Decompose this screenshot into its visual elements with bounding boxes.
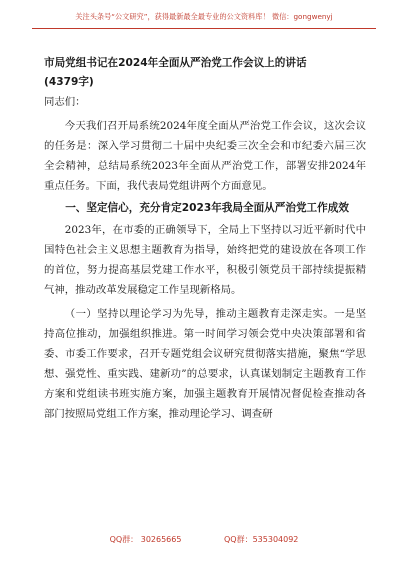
body-paragraph: 今天我们召开局系统2024年度全面从严治党工作会议，这次会议的任务是：深入学习贯彻二十届中央纪委三次全会和市纪委六届三次全会精神，总结局系统2023年全面从严治党工作，部署安排2024年重点任务。下面，我代表局党组讲两个方面意见。 (44, 120, 366, 192)
footer (0, 534, 408, 545)
document-title: 市局党组书记在2024年全面从严治党工作会议上的讲话 (44, 57, 307, 69)
footer-qq-group-1: QQ群： 30265665 (109, 535, 182, 544)
footer-qq-group-2: QQ群：535304092 (224, 535, 299, 544)
header-banner: 关注头条号“公文研究”，获得最新最全最专业的公文资料库！ 微信：gongwenyj (75, 12, 333, 21)
section-heading: 一、坚定信心，充分肯定2023年我局全面从严治党工作成效 (65, 202, 349, 214)
salutation: 同志们： (44, 96, 86, 108)
subsection-paragraph: （一）坚持以理论学习为先导，推动主题教育走深走实。一是坚持高位推动，加强组织推进。第一时间学习领会党中央决策部署和省委、市委工作要求，召开专题党组会议研究贯彻落实措施，聚焦“学思想、强党性、重实践、建新功”的总要求，认真谋划制定主题教育工作方案和党组读书班实施方案，加强主题教育开展情况督促检查推动各部门按照局党组工作方案，推动理论学习、调查研 (44, 308, 366, 420)
section-paragraph: 2023年，在市委的正确领导下，全局上下坚持以习近平新时代中国特色社会主义思想主题教育为指导，始终把党的建设放在各项工作的首位，努力提高基层党建工作水平，积极引领党员干部持续提振精气神，推动改革发展稳定工作呈现新格局。 (44, 224, 366, 296)
word-count: (4379字) (44, 76, 94, 88)
document-page (44, 40, 366, 424)
header-divider (32, 28, 376, 29)
